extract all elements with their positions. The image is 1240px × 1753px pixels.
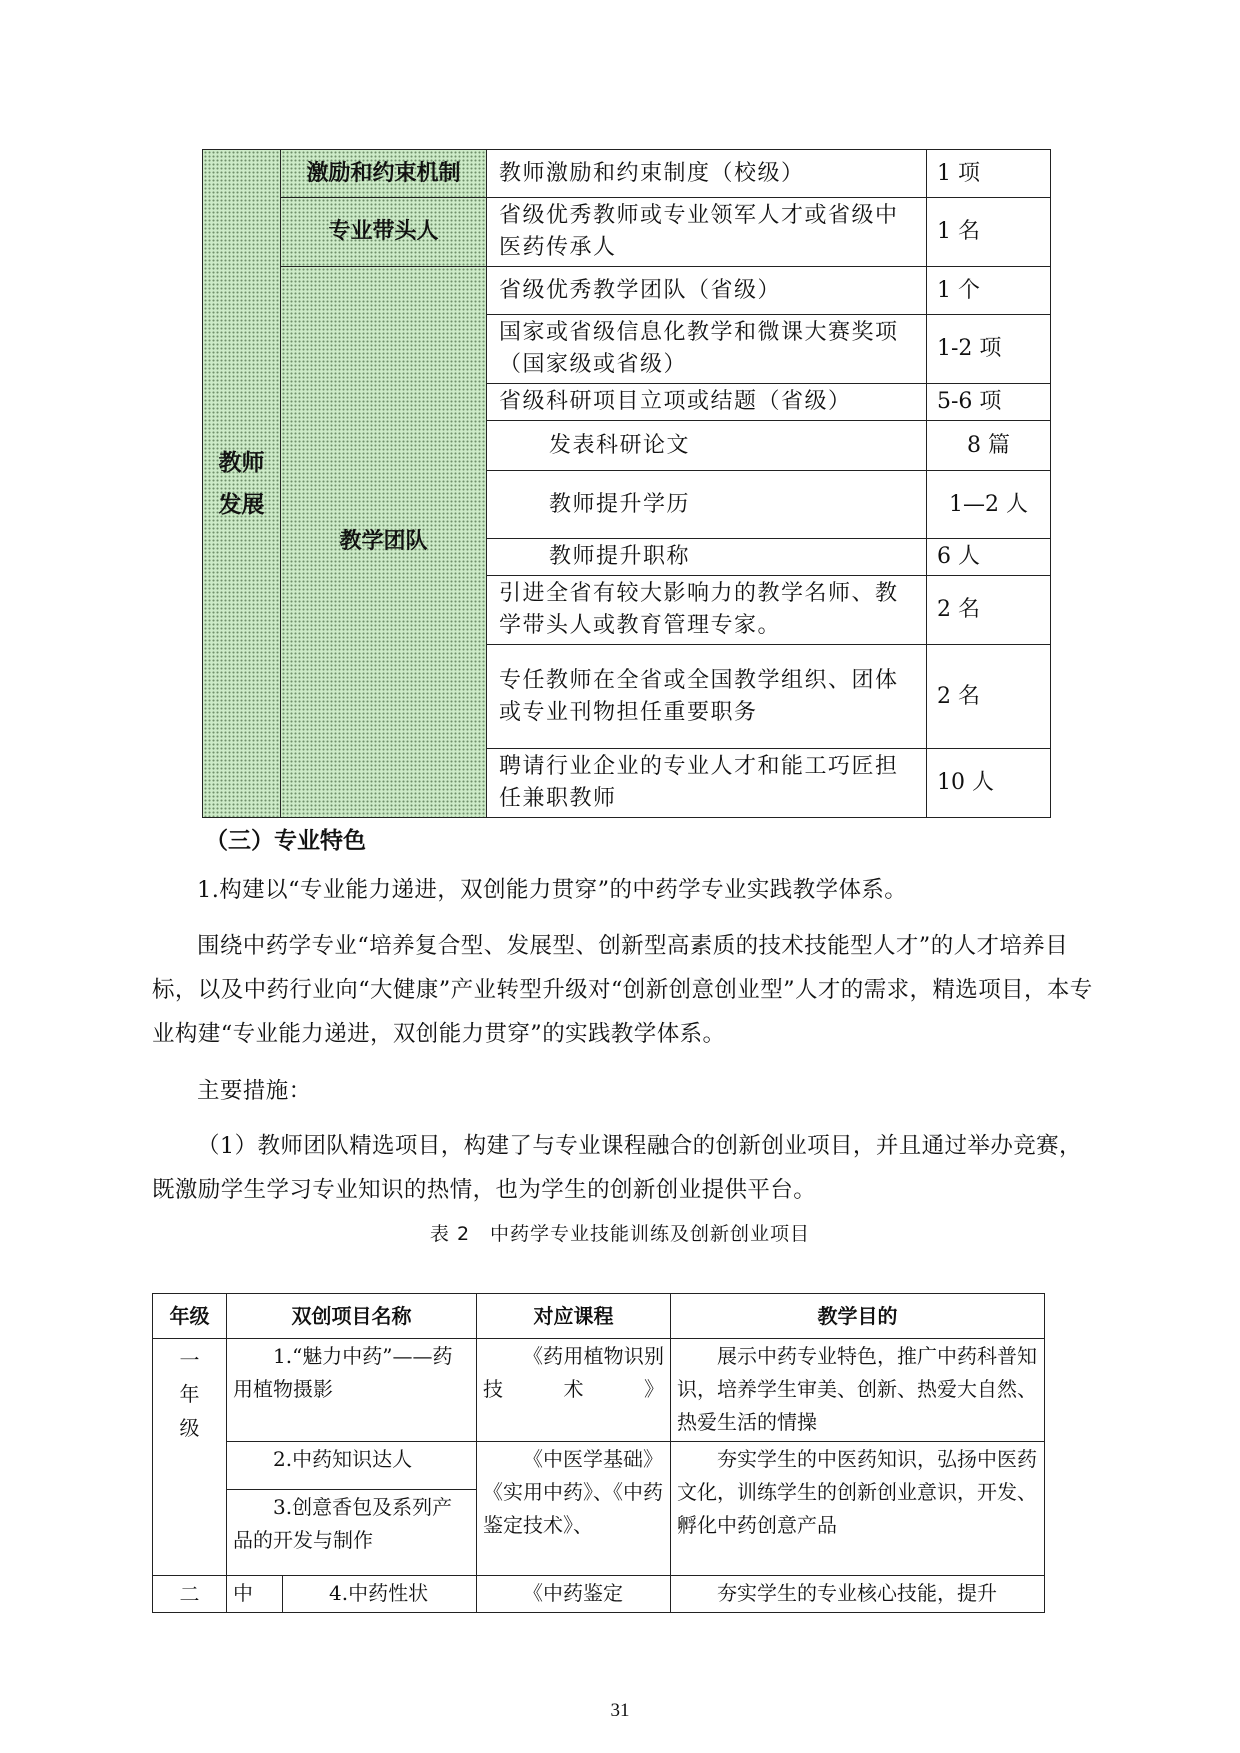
aim-cell: 夯实学生的专业核心技能，提升 bbox=[671, 1576, 1045, 1613]
indicator-cell: 省级优秀教学团队（省级） bbox=[487, 267, 927, 315]
header-course: 对应课程 bbox=[477, 1294, 671, 1339]
indicator-cell: 聘请行业企业的专业人才和能工巧匠担任兼职教师 bbox=[487, 749, 927, 818]
teacher-development-table bbox=[202, 149, 1051, 818]
indicator-cell: 省级科研项目立项或结题（省级） bbox=[487, 384, 927, 421]
indicator-cell: 引进全省有较大影响力的教学名师、教学带头人或教育管理专家。 bbox=[487, 576, 927, 645]
value-cell: 2 名 bbox=[927, 576, 1051, 645]
project-cell: 4.中药性状 bbox=[283, 1576, 477, 1613]
group-leader: 专业带头人 bbox=[281, 198, 487, 267]
course-cell: 《中医学基础》《实用中药》、《中药鉴定技术》、 bbox=[477, 1442, 671, 1576]
group-team: 教学团队 bbox=[281, 267, 487, 818]
value-cell: 1 个 bbox=[927, 267, 1051, 315]
paragraph-4: （1）教师团队精选项目，构建了与专业课程融合的创新创业项目，并且通过举办竞赛，既激励学生学习专业知识的热情，也为学生的创新创业提供平台。 bbox=[152, 1133, 1082, 1203]
value-cell: 1—2 人 bbox=[927, 471, 1051, 539]
indicator-cell: 教师激励和约束制度（校级） bbox=[487, 150, 927, 198]
value-cell: 5-6 项 bbox=[927, 384, 1051, 421]
paragraph-3: 主要措施： bbox=[197, 1078, 312, 1104]
group-incentive: 激励和约束机制 bbox=[281, 150, 487, 198]
page-number: 31 bbox=[610, 1700, 630, 1721]
table-caption: 表 2 中药学专业技能训练及创新创业项目 bbox=[429, 1223, 811, 1245]
paragraph-1: 1.构建以“专业能力递进，双创能力贯穿”的中药学专业实践教学体系。 bbox=[197, 877, 908, 903]
aim-cell: 展示中药专业特色，推广中药科普知识，培养学生审美、创新、热爱大自然、热爱生活的情操 bbox=[671, 1339, 1045, 1442]
indicator-cell: 发表科研论文 bbox=[487, 421, 927, 471]
value-cell: 1-2 项 bbox=[927, 315, 1051, 384]
header-project: 双创项目名称 bbox=[227, 1294, 477, 1339]
grade-two-cell: 二 bbox=[153, 1576, 227, 1613]
course-cell: 《药用植物识别技术》 bbox=[477, 1339, 671, 1442]
grade-one-cell: 一 年 级 bbox=[153, 1339, 227, 1576]
indicator-cell: 国家或省级信息化教学和微课大赛奖项（国家级或省级） bbox=[487, 315, 927, 384]
innovation-projects-table bbox=[152, 1293, 1045, 1613]
project-cell: 2.中药知识达人 bbox=[227, 1442, 477, 1490]
indicator-cell: 教师提升学历 bbox=[487, 471, 927, 539]
value-cell: 6 人 bbox=[927, 539, 1051, 576]
subgrade-cell: 中 bbox=[227, 1576, 283, 1613]
header-aim: 教学目的 bbox=[671, 1294, 1045, 1339]
indicator-cell: 专任教师在全省或全国教学组织、团体或专业刊物担任重要职务 bbox=[487, 645, 927, 749]
category-line-2: 发展 bbox=[218, 491, 265, 518]
indicator-cell: 教师提升职称 bbox=[487, 539, 927, 576]
section-heading: （三）专业特色 bbox=[205, 828, 366, 854]
indicator-cell: 省级优秀教师或专业领军人才或省级中医药传承人 bbox=[487, 198, 927, 267]
value-cell: 2 名 bbox=[927, 645, 1051, 749]
paragraph-2: 围绕中药学专业“培养复合型、发展型、创新型高素质的技术技能型人才”的人才培养目标，以及中药行业向“大健康”产业转型升级对“创新创意创业型”人才的需求，精选项目，本专业构建“专业能力递进，双创能力贯穿”的实践教学体系。 bbox=[152, 933, 1093, 1047]
project-cell: 1.“魅力中药”——药用植物摄影 bbox=[227, 1339, 477, 1442]
value-cell: 1 名 bbox=[927, 198, 1051, 267]
value-cell: 10 人 bbox=[927, 749, 1051, 818]
header-grade: 年级 bbox=[153, 1294, 227, 1339]
category-line-1: 教师 bbox=[218, 449, 265, 476]
value-cell: 1 项 bbox=[927, 150, 1051, 198]
aim-cell: 夯实学生的中医药知识，弘扬中医药文化，训练学生的创新创业意识，开发、孵化中药创意产品 bbox=[671, 1442, 1045, 1576]
value-cell: 8 篇 bbox=[927, 421, 1051, 471]
course-cell: 《中药鉴定 bbox=[477, 1576, 671, 1613]
project-cell: 3.创意香包及系列产品的开发与制作 bbox=[227, 1490, 477, 1576]
category-cell bbox=[203, 150, 281, 818]
